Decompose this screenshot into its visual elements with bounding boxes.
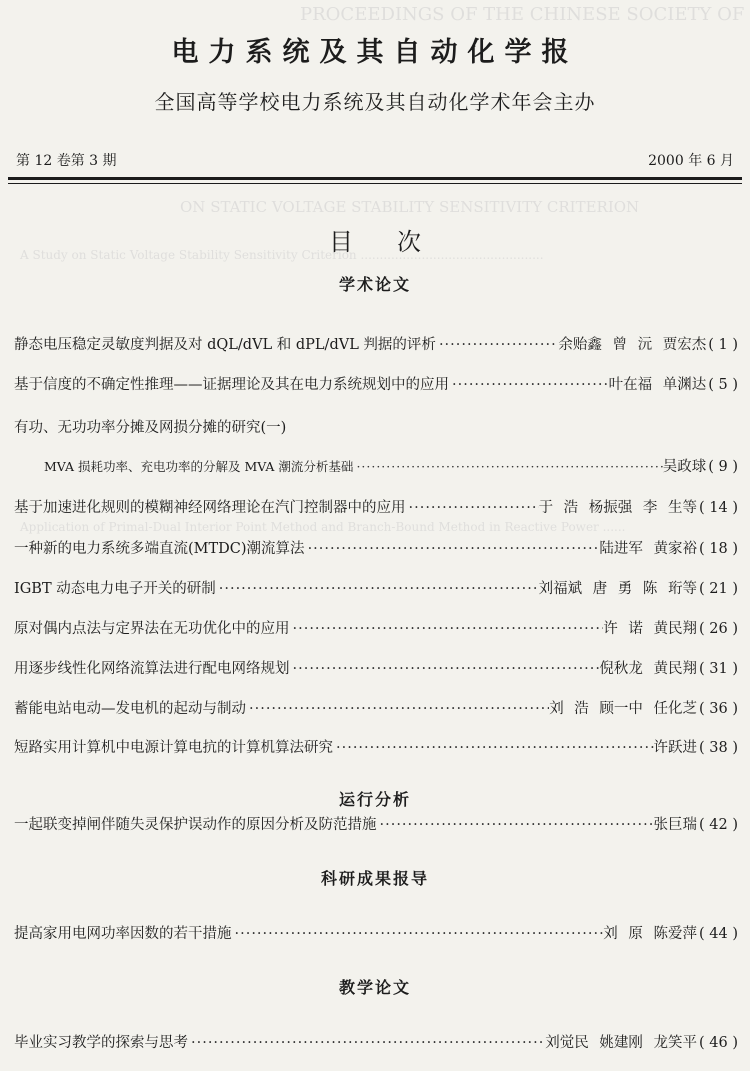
section-heading-research: 科研成果报导 bbox=[320, 869, 429, 888]
entry-page: ( 36 ) bbox=[699, 701, 738, 717]
entry-title: 提高家用电网功率因数的若干措施 bbox=[14, 926, 232, 942]
entry-title: 一起联变掉闸伴随失灵保护误动作的原因分析及防范措施 bbox=[14, 817, 377, 833]
journal-subtitle: 全国高等学校电力系统及其自动化学术年会主办 bbox=[154, 90, 596, 114]
entry-authors: 于 浩 杨振强 李 生等 bbox=[538, 500, 698, 516]
entry-page: ( 44 ) bbox=[699, 926, 738, 942]
entry-authors: 吴政球 bbox=[662, 459, 707, 475]
toc-entry[interactable] bbox=[14, 496, 738, 518]
header-rule-thick bbox=[8, 177, 742, 180]
leader-dots bbox=[188, 1035, 545, 1051]
toc-entry[interactable] bbox=[44, 455, 738, 477]
leader-dots bbox=[333, 740, 654, 756]
section-heading-academic: 学术论文 bbox=[338, 275, 411, 294]
contents-heading: 目次 bbox=[329, 228, 465, 256]
bleed-through-text: PROCEEDINGS OF THE CHINESE SOCIETY OF bbox=[300, 4, 745, 25]
entry-title: 一种新的电力系统多端直流(MTDC)潮流算法 bbox=[14, 541, 305, 557]
toc-entry[interactable] bbox=[14, 1031, 738, 1053]
leader-dots bbox=[377, 817, 654, 833]
entry-title: 毕业实习教学的探索与思考 bbox=[14, 1035, 188, 1051]
entry-authors: 许 诺 黄民翔 bbox=[603, 621, 698, 637]
entry-authors: 张巨瑞 bbox=[653, 817, 698, 833]
entry-subtitle: MVA 损耗功率、充电功率的分解及 MVA 潮流分析基础 bbox=[44, 459, 354, 474]
entry-page: ( 26 ) bbox=[699, 621, 738, 637]
journal-title: 电力系统及其自动化学报 bbox=[171, 37, 579, 68]
leader-dots bbox=[406, 500, 539, 516]
toc-entry[interactable] bbox=[14, 697, 738, 719]
entry-title: IGBT 动态电力电子开关的研制 bbox=[14, 581, 216, 597]
entry-authors: 倪秋龙 黄民翔 bbox=[599, 661, 698, 677]
leader-dots bbox=[449, 377, 609, 393]
issue-volume: 第 12 卷第 3 期 bbox=[16, 153, 117, 169]
toc-entry[interactable] bbox=[14, 922, 738, 944]
bleed-through-text: Application of Primal-Dual Interior Point Method and Branch-Bound Method in Reactive Power ...... bbox=[20, 520, 626, 534]
entry-page: ( 31 ) bbox=[699, 661, 738, 677]
bleed-through-text: ON STATIC VOLTAGE STABILITY SENSITIVITY CRITERION bbox=[180, 198, 640, 216]
entry-page: ( 14 ) bbox=[699, 500, 738, 516]
entry-title: 短路实用计算机中电源计算电抗的计算机算法研究 bbox=[14, 740, 333, 756]
entry-authors: 刘 原 陈爱萍 bbox=[603, 926, 698, 942]
entry-title: 原对偶内点法与定界法在无功优化中的应用 bbox=[14, 621, 290, 637]
leader-dots bbox=[305, 541, 600, 557]
toc-entry[interactable] bbox=[14, 813, 738, 835]
entry-authors: 许跃进 bbox=[653, 740, 698, 756]
leader-dots bbox=[246, 701, 549, 717]
toc-entry[interactable] bbox=[14, 657, 738, 679]
section-heading-operation: 运行分析 bbox=[338, 790, 411, 809]
entry-page: ( 18 ) bbox=[699, 541, 738, 557]
leader-dots bbox=[290, 621, 604, 637]
entry-title: 基于加速进化规则的模糊神经网络理论在汽门控制器中的应用 bbox=[14, 500, 406, 516]
toc-entry[interactable] bbox=[14, 373, 738, 395]
leader-dots bbox=[216, 581, 539, 597]
section-heading-teaching: 教学论文 bbox=[338, 978, 411, 997]
entry-title[interactable]: 有功、无功功率分摊及网损分摊的研究(一) bbox=[14, 420, 287, 436]
leader-dots bbox=[290, 661, 600, 677]
entry-title: 静态电压稳定灵敏度判据及对 dQL/dVL 和 dPL/dVL 判据的评析 bbox=[14, 337, 436, 353]
toc-entry[interactable] bbox=[14, 577, 738, 599]
entry-page: ( 1 ) bbox=[708, 337, 738, 353]
entry-title: 基于信度的不确定性推理——证据理论及其在电力系统规划中的应用 bbox=[14, 377, 449, 393]
entry-title: 蓄能电站电动—发电机的起动与制动 bbox=[14, 701, 246, 717]
entry-page: ( 46 ) bbox=[699, 1035, 738, 1051]
bleed-through-text: A Study on Static Voltage Stability Sensitivity Criterion ................................................ bbox=[20, 248, 544, 262]
entry-page: ( 21 ) bbox=[699, 581, 738, 597]
leader-dots bbox=[353, 459, 662, 474]
header-rule-thin bbox=[8, 183, 742, 184]
entry-page: ( 38 ) bbox=[699, 740, 738, 756]
leader-dots bbox=[232, 926, 604, 942]
toc-entry[interactable] bbox=[14, 537, 738, 559]
entry-page: ( 42 ) bbox=[699, 817, 738, 833]
leader-dots bbox=[436, 337, 558, 353]
toc-entry[interactable] bbox=[14, 617, 738, 639]
entry-authors: 余贻鑫 曾 沅 贾宏杰 bbox=[558, 337, 707, 353]
toc-entry[interactable] bbox=[14, 736, 738, 758]
entry-authors: 陆进军 黄家裕 bbox=[599, 541, 698, 557]
issue-date: 2000 年 6 月 bbox=[648, 153, 734, 169]
entry-authors: 刘觉民 姚建刚 龙笑平 bbox=[545, 1035, 698, 1051]
entry-title: 用逐步线性化网络流算法进行配电网络规划 bbox=[14, 661, 290, 677]
entry-authors: 刘 浩 顾一中 任化芝 bbox=[549, 701, 698, 717]
entry-authors: 刘福斌 唐 勇 陈 珩等 bbox=[538, 581, 698, 597]
entry-page: ( 5 ) bbox=[708, 377, 738, 393]
entry-page: ( 9 ) bbox=[708, 459, 738, 475]
entry-authors: 叶在福 单渊达 bbox=[608, 377, 707, 393]
toc-entry[interactable] bbox=[14, 333, 738, 355]
